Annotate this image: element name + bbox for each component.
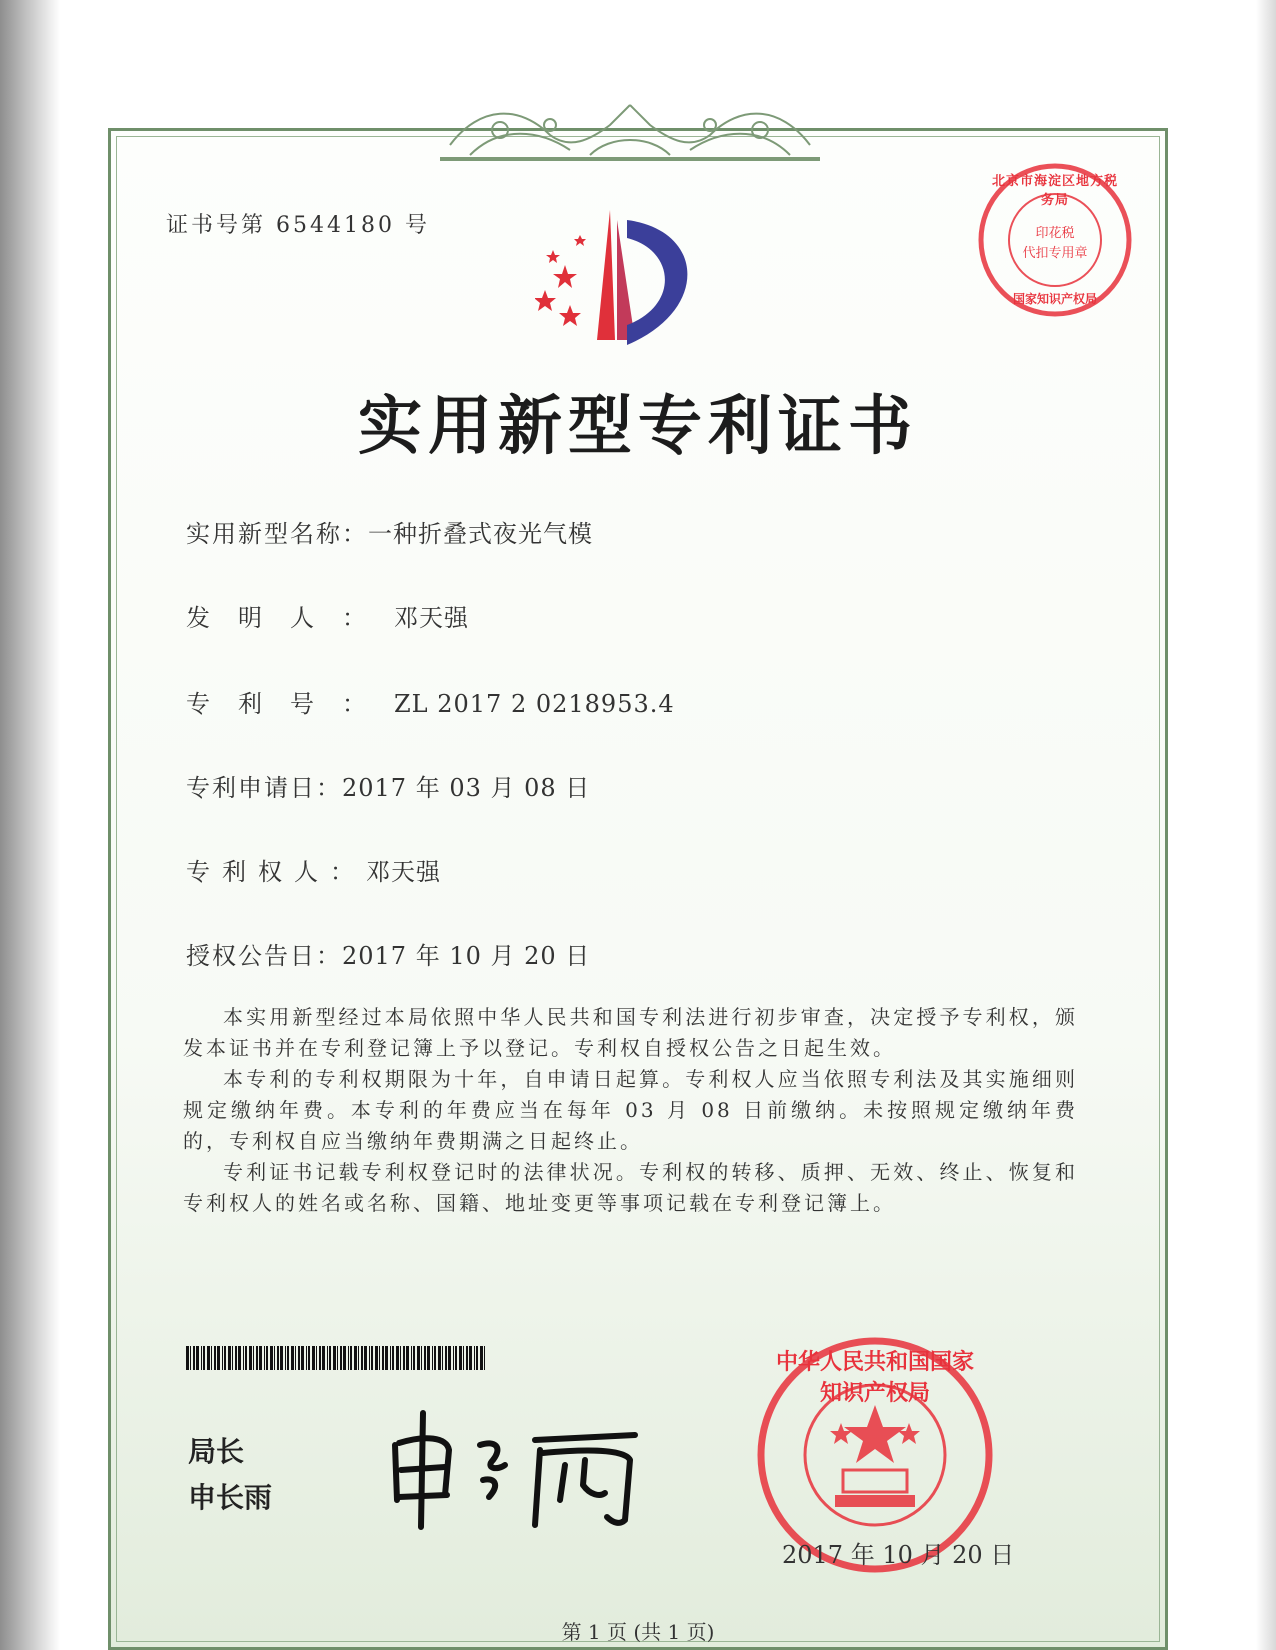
barcode-bar (259, 1346, 262, 1370)
barcode-bar (427, 1346, 430, 1370)
body-paragraph: 本专利的专利权期限为十年，自申请日起算。专利权人应当依照专利法及其实施细则规定缴纳年费。本专利的年费应当在每年 03 月 08 日前缴纳。未按照规定缴纳年费的，专利权自应当缴纳年费期满之日起终止。 (183, 1067, 1078, 1153)
barcode-bar (327, 1346, 328, 1370)
barcode-bar (448, 1346, 451, 1370)
barcode-bar (322, 1346, 325, 1370)
inventor-label: 发明人： (186, 604, 394, 632)
barcode-bar (270, 1346, 273, 1370)
barcode-bar (434, 1346, 436, 1370)
barcode-bar (445, 1346, 447, 1370)
barcode-bar (411, 1346, 412, 1370)
barcode-bar (375, 1346, 378, 1370)
barcode-bar (201, 1346, 202, 1370)
barcode-bar (438, 1346, 441, 1370)
director-name: 申长雨 (188, 1481, 273, 1514)
barcode-bar (280, 1346, 283, 1370)
tax-stamp-inner-line1: 印花税 (1035, 226, 1075, 241)
body-paragraph: 专利证书记载专利权登记时的法律状况。专利权的转移、质押、无效、终止、恢复和专利权人的姓名或名称、国籍、地址变更等事项记载在专利登记簿上。 (183, 1160, 1078, 1215)
barcode-bar (274, 1346, 275, 1370)
barcode-bar (256, 1346, 258, 1370)
barcode-bar (253, 1346, 254, 1370)
certificate-number-value: 6544180 (276, 213, 395, 238)
patent-office-seal-text: 中华人民共和国国家知识产权局 (775, 1349, 974, 1406)
signing-date: 2017 年 10 月 20 日 (782, 1541, 1015, 1569)
barcode-bar (245, 1346, 247, 1370)
barcode-bar (403, 1346, 405, 1370)
barcode-bar (350, 1346, 352, 1370)
barcode-bar (385, 1346, 388, 1370)
barcode-bar (364, 1346, 367, 1370)
barcode-bar (337, 1346, 338, 1370)
tax-stamp-outer-text: 北京市海淀区地方税务局 (991, 174, 1118, 208)
barcode-icon (186, 1346, 491, 1370)
barcode-bar (295, 1346, 296, 1370)
inventor-field (186, 598, 469, 633)
barcode-bar (196, 1346, 199, 1370)
utility-name-field (186, 514, 593, 549)
barcode-bar (390, 1346, 391, 1370)
barcode-bar (243, 1346, 244, 1370)
barcode-bar (224, 1346, 226, 1370)
barcode-bar (463, 1346, 464, 1370)
barcode-bar (249, 1346, 252, 1370)
barcode-bar (417, 1346, 420, 1370)
barcode-bar (238, 1346, 241, 1370)
barcode-bar (298, 1346, 300, 1370)
patentee-label: 专利权人： (186, 858, 366, 886)
barcode-bar (406, 1346, 409, 1370)
barcode-bar (316, 1346, 317, 1370)
barcode-bar (396, 1346, 399, 1370)
barcode-bar (222, 1346, 223, 1370)
application-date-value: 2017 年 03 月 08 日 (342, 774, 591, 802)
certificate-number (166, 208, 430, 239)
barcode-bar (285, 1346, 286, 1370)
barcode-bar (379, 1346, 380, 1370)
barcode-bar (484, 1346, 485, 1370)
grant-date-label: 授权公告日： (186, 942, 342, 970)
barcode-bar (459, 1346, 462, 1370)
patentee-field (186, 852, 441, 887)
barcode-bar (190, 1346, 191, 1370)
patentee-value: 邓天强 (366, 858, 441, 886)
patent-office-emblem-icon (535, 210, 735, 360)
barcode-bar (358, 1346, 359, 1370)
barcode-bar (329, 1346, 331, 1370)
barcode-bar (476, 1346, 478, 1370)
barcode-bar (469, 1346, 472, 1370)
barcode-bar (306, 1346, 307, 1370)
barcode-bar (413, 1346, 415, 1370)
barcode-bar (203, 1346, 205, 1370)
certificate-number-label: 证书号第 (166, 213, 267, 238)
barcode-bar (432, 1346, 433, 1370)
grant-date-value: 2017 年 10 月 20 日 (342, 942, 591, 970)
barcode-bar (319, 1346, 321, 1370)
director-signature-icon (385, 1405, 650, 1530)
tax-stamp-bottom-text: 国家知识产权局 (1012, 292, 1097, 306)
patent-number-label: 专利号： (186, 690, 394, 718)
patent-number-field (186, 684, 675, 719)
barcode-bar (235, 1346, 237, 1370)
barcode-bar (371, 1346, 373, 1370)
body-paragraph: 本实用新型经过本局依照中华人民共和国专利法进行初步审查，决定授予专利权，颁发本证书并在专利登记簿上予以登记。专利权自授权公告之日起生效。 (183, 1005, 1078, 1060)
inventor-value: 邓天强 (394, 604, 469, 632)
barcode-bar (312, 1346, 315, 1370)
barcode-bar (392, 1346, 394, 1370)
barcode-bar (466, 1346, 468, 1370)
barcode-bar (424, 1346, 426, 1370)
floral-ornament-icon (440, 95, 820, 165)
barcode-bar (211, 1346, 212, 1370)
patent-number-value: ZL 2017 2 0218953.4 (394, 690, 675, 718)
barcode-bar (277, 1346, 279, 1370)
utility-name-label: 实用新型名称： (186, 520, 368, 548)
director-title: 局长 (188, 1435, 245, 1468)
barcode-bar (474, 1346, 475, 1370)
barcode-bar (453, 1346, 454, 1370)
barcode-bar (308, 1346, 310, 1370)
barcode-bar (186, 1346, 189, 1370)
barcode-bar (442, 1346, 443, 1370)
page-title: 实用新型专利证书 (358, 389, 918, 464)
barcode-bar (266, 1346, 268, 1370)
barcode-bar (193, 1346, 195, 1370)
certificate-body (183, 1002, 1078, 1219)
barcode-bar (264, 1346, 265, 1370)
utility-name-value: 一种折叠式夜光气模 (368, 520, 593, 548)
page-number: 第 1 页 (共 1 页) (561, 1620, 715, 1644)
barcode-bar (382, 1346, 384, 1370)
barcode-bar (455, 1346, 457, 1370)
barcode-bar (480, 1346, 483, 1370)
certificate-number-suffix: 号 (405, 213, 431, 238)
barcode-bar (343, 1346, 346, 1370)
scan-right-edge (1256, 0, 1276, 1650)
barcode-bar (354, 1346, 357, 1370)
barcode-bar (214, 1346, 216, 1370)
barcode-bar (217, 1346, 220, 1370)
barcode-bar (232, 1346, 233, 1370)
application-date-field (186, 768, 590, 803)
barcode-bar (421, 1346, 422, 1370)
barcode-bar (333, 1346, 336, 1370)
application-date-label: 专利申请日： (186, 774, 342, 802)
barcode-bar (228, 1346, 231, 1370)
barcode-bar (400, 1346, 401, 1370)
barcode-bar (348, 1346, 349, 1370)
barcode-bar (207, 1346, 210, 1370)
barcode-bar (340, 1346, 342, 1370)
scan-edge-shadow (0, 0, 60, 1650)
barcode-bar (287, 1346, 289, 1370)
tax-stamp-inner-line2: 代扣专用章 (1022, 246, 1088, 261)
barcode-bar (369, 1346, 370, 1370)
barcode-bar (291, 1346, 294, 1370)
barcode-bar (361, 1346, 363, 1370)
barcode-bar (301, 1346, 304, 1370)
grant-date-field (186, 936, 590, 971)
